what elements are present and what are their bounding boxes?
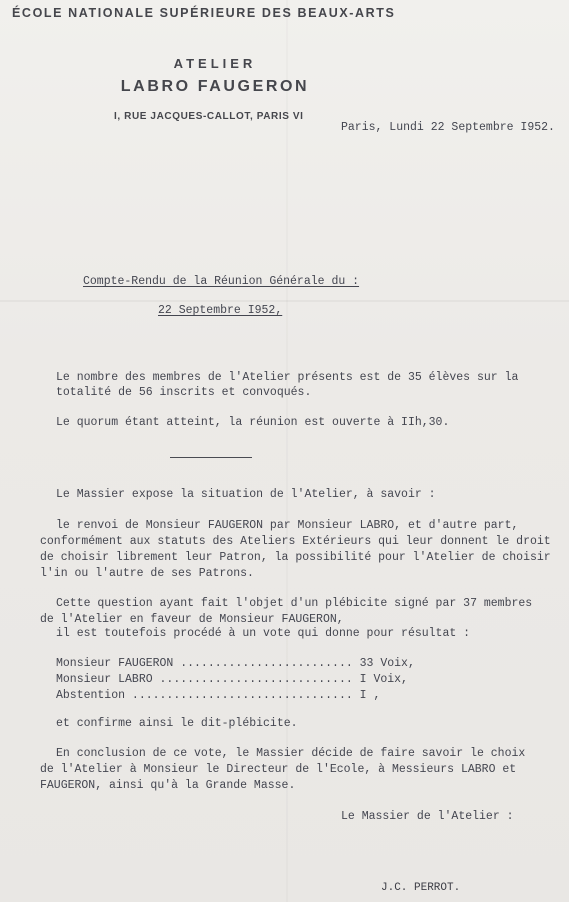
paragraph-line: conformément aux statuts des Ateliers Extérieurs qui leur donnent le droit: [40, 535, 551, 548]
paragraph-line: En conclusion de ce vote, le Massier décide de faire savoir le choix: [56, 747, 526, 760]
paragraph-line: de l'Atelier à Monsieur le Directeur de l'Ecole, à Messieurs LABRO et: [40, 763, 517, 776]
vote-line: Monsieur FAUGERON ......................... 33 Voix,: [56, 657, 415, 670]
report-heading: Compte-Rendu de la Réunion Générale du :: [83, 275, 360, 288]
paragraph-line: le renvoi de Monsieur FAUGERON par Monsieur LABRO, et d'autre part,: [56, 519, 519, 532]
letterhead-atelier: ATELIER: [173, 56, 257, 71]
paragraph-line: totalité de 56 inscrits et convoqués.: [56, 386, 312, 399]
paragraph-line: Le quorum étant atteint, la réunion est ouverte à IIh,30.: [56, 416, 450, 429]
paragraph-line: il est toutefois procédé à un vote qui donne pour résultat :: [56, 627, 471, 640]
vote-line: Abstention ................................ I ,: [56, 689, 381, 702]
paragraph-line: FAUGERON, ainsi qu'à la Grande Masse.: [40, 779, 296, 792]
letterhead-address: I, RUE JACQUES-CALLOT, PARIS VI: [114, 111, 304, 122]
closing-line: Le Massier de l'Atelier :: [341, 810, 514, 823]
paragraph-line: l'in ou l'autre de ses Patrons.: [40, 567, 254, 580]
paragraph-line: et confirme ainsi le dit-plébicite.: [56, 717, 298, 730]
letterhead-school: ÉCOLE NATIONALE SUPÉRIEURE DES BEAUX-ARTS: [12, 6, 396, 20]
separator-rule: [170, 457, 252, 458]
report-date: 22 Septembre I952,: [158, 304, 283, 317]
letterhead-names: LABRO FAUGERON: [120, 78, 310, 95]
paper-fold: [0, 300, 569, 302]
date-line: Paris, Lundi 22 Septembre I952.: [341, 121, 555, 134]
paragraph-line: Le Massier expose la situation de l'Atelier, à savoir :: [56, 488, 436, 501]
paragraph-line: de choisir librement leur Patron, la possibilité pour l'Atelier de choisir: [40, 551, 551, 564]
paragraph-line: Cette question ayant fait l'objet d'un plébicite signé par 37 membres: [56, 597, 533, 610]
signature-name: J.C. PERROT.: [381, 882, 461, 894]
paragraph-line: Le nombre des membres de l'Atelier présents est de 35 élèves sur la: [56, 371, 519, 384]
vote-line: Monsieur LABRO ............................ I Voix,: [56, 673, 408, 686]
paragraph-line: de l'Atelier en faveur de Monsieur FAUGERON,: [40, 613, 344, 626]
